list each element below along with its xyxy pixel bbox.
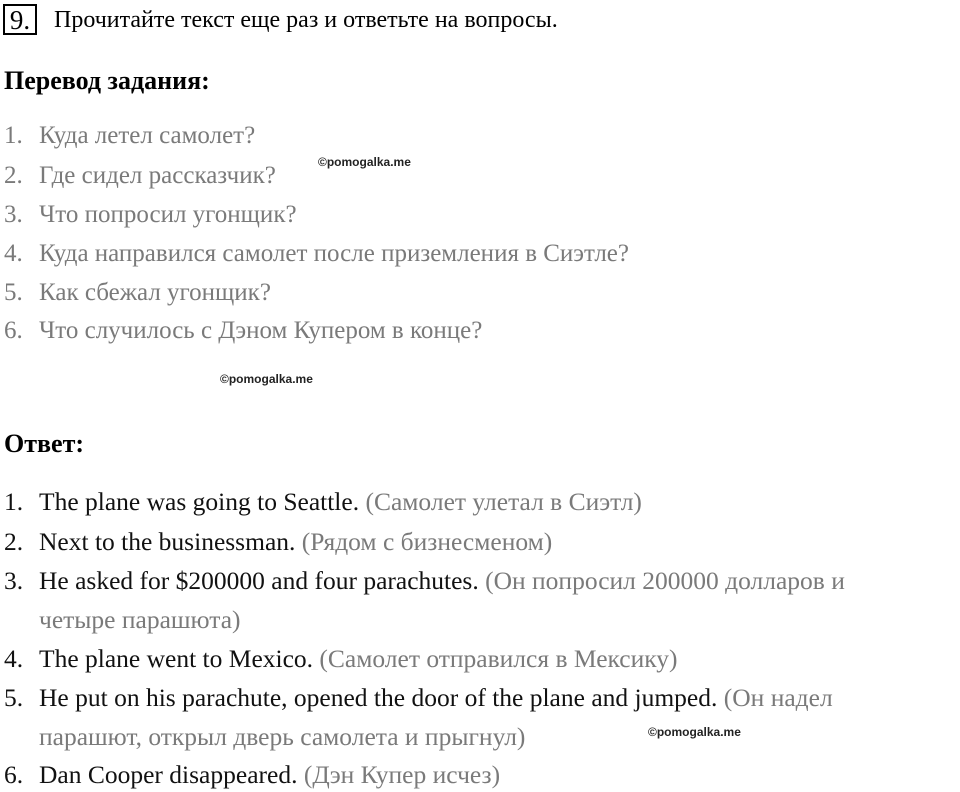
question-item bbox=[4, 279, 271, 307]
task-number: 9. bbox=[3, 4, 37, 35]
answer-english: He put on his parachute, opened the door of the plane and jumped. bbox=[39, 683, 718, 712]
watermark: ©pomogalka.me bbox=[318, 155, 411, 169]
question-text: Что случилось с Дэном Купером в конце? bbox=[39, 317, 483, 344]
answer-item bbox=[4, 760, 500, 790]
question-item bbox=[4, 201, 297, 229]
answer-translation-continued: четыре парашюта) bbox=[39, 605, 241, 634]
task-instruction: Прочитайте текст еще раз и ответьте на вопросы. bbox=[54, 7, 558, 33]
translation-heading: Перевод задания: bbox=[4, 66, 210, 95]
question-number: 5. bbox=[4, 279, 23, 306]
question-item bbox=[4, 122, 255, 150]
watermark: ©pomogalka.me bbox=[648, 725, 741, 739]
question-item bbox=[4, 162, 276, 190]
answer-item bbox=[4, 683, 833, 713]
question-text: Куда направился самолет после приземления в Сиэтле? bbox=[39, 240, 630, 267]
answer-english: The plane was going to Seattle. bbox=[39, 487, 360, 516]
answer-translation: (Самолет отправился в Мексику) bbox=[313, 644, 678, 673]
question-item bbox=[4, 317, 482, 345]
answer-item bbox=[4, 487, 642, 517]
question-number: 3. bbox=[4, 201, 23, 228]
question-number: 6. bbox=[4, 317, 23, 344]
answer-item bbox=[4, 527, 552, 557]
answer-number: 6. bbox=[4, 760, 24, 789]
answer-translation: (Он надел bbox=[717, 683, 833, 712]
answer-english: The plane went to Mexico. bbox=[39, 644, 314, 673]
question-number: 2. bbox=[4, 162, 23, 189]
answer-english: He asked for $200000 and four parachutes. bbox=[39, 566, 479, 595]
answer-english: Next to the businessman. bbox=[39, 527, 296, 556]
answer-number: 2. bbox=[4, 527, 24, 556]
answer-item bbox=[4, 644, 678, 674]
answer-translation-continued: парашют, открыл дверь самолета и прыгнул) bbox=[39, 722, 526, 751]
question-item bbox=[4, 240, 629, 268]
answer-number: 1. bbox=[4, 487, 24, 516]
answer-translation: (Рядом с бизнесменом) bbox=[295, 527, 553, 556]
question-text: Что попросил угонщик? bbox=[39, 201, 297, 228]
answer-translation: (Самолет улетал в Сиэтл) bbox=[359, 487, 642, 516]
question-text: Как сбежал угонщик? bbox=[39, 279, 271, 306]
answer-translation: (Дэн Купер исчез) bbox=[297, 760, 501, 789]
watermark: ©pomogalka.me bbox=[220, 372, 313, 386]
answer-translation: (Он попросил 200000 долларов и bbox=[478, 566, 845, 595]
answer-heading: Ответ: bbox=[4, 429, 85, 458]
answer-number: 5. bbox=[4, 683, 24, 712]
question-text: Где сидел рассказчик? bbox=[39, 162, 276, 189]
question-number: 4. bbox=[4, 240, 23, 267]
question-number: 1. bbox=[4, 122, 23, 149]
answer-item bbox=[4, 566, 845, 596]
answer-english: Dan Cooper disappeared. bbox=[39, 760, 298, 789]
answer-number: 3. bbox=[4, 566, 24, 595]
question-text: Куда летел самолет? bbox=[39, 122, 256, 149]
answer-number: 4. bbox=[4, 644, 24, 673]
